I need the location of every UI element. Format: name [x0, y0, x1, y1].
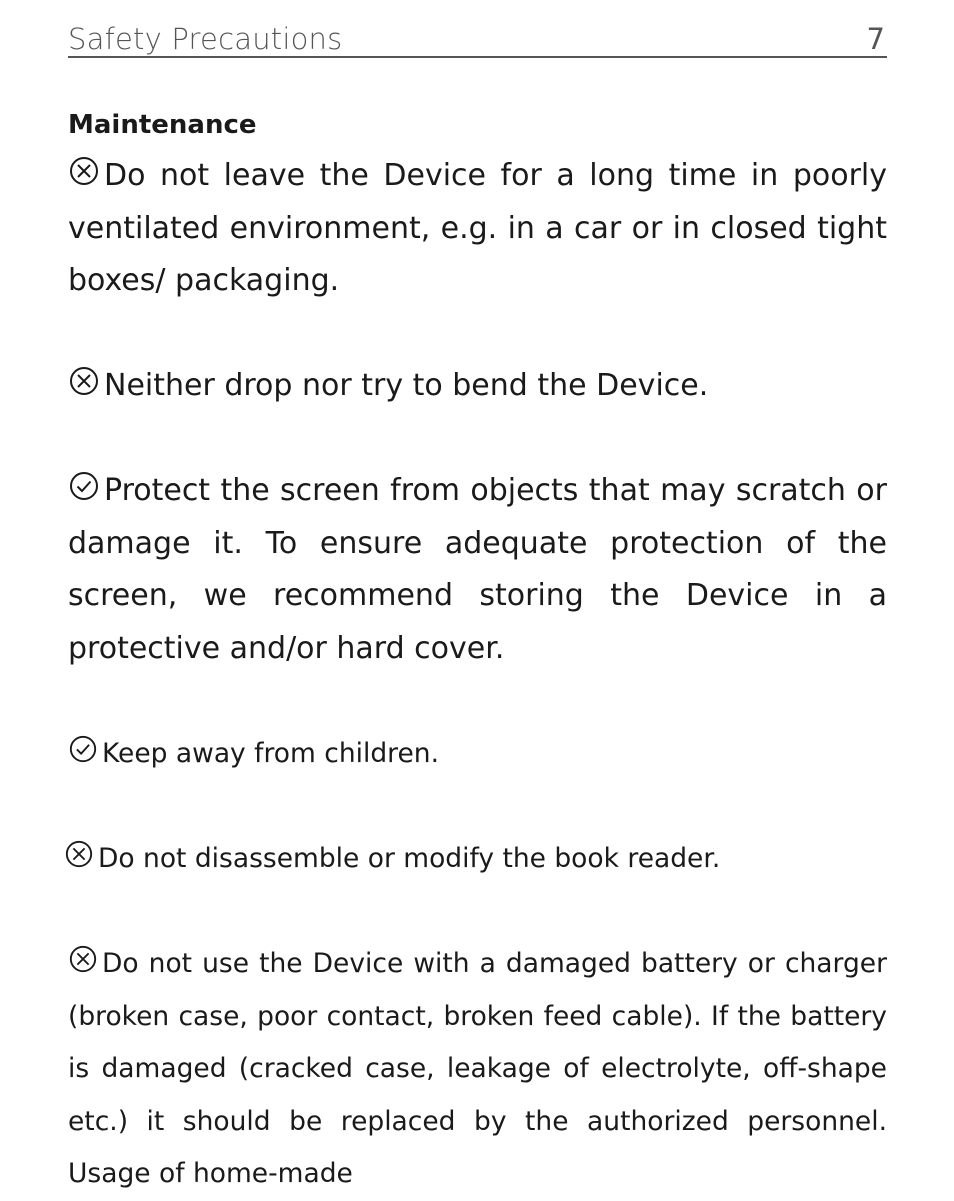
section-title: Maintenance — [68, 110, 257, 140]
page-number: 7 — [866, 22, 885, 56]
item-text: Do not leave the Device for a long time in poorly ventilated environment, e.g. in a car or in closed tight boxes/ packaging. — [68, 158, 887, 298]
list-item — [68, 728, 887, 781]
list-item — [64, 833, 883, 886]
list-item — [68, 360, 887, 413]
item-text: Neither drop nor try to bend the Device. — [104, 368, 709, 403]
prohibited-icon — [68, 155, 100, 187]
prohibited-icon — [64, 839, 94, 869]
header-title: Safety Precautions — [68, 22, 343, 56]
list-item — [68, 465, 887, 675]
recommended-icon — [68, 470, 100, 502]
item-text: Protect the screen from objects that may scratch or damage it. To ensure adequate protection of the screen, we recommend storing the Device in a protective and/or hard cover. — [68, 473, 887, 666]
item-text: Do not use the Device with a damaged battery or charger (broken case, poor contact, broken feed cable). If the battery is damaged (cracked case, leakage of electrolyte, off-shape etc.) it should be replaced by the authorized personnel. Usage of home-made — [68, 948, 887, 1189]
item-text: Do not disassemble or modify the book reader. — [98, 843, 721, 874]
prohibited-icon — [68, 365, 100, 397]
list-item — [68, 938, 887, 1201]
prohibited-icon — [68, 944, 98, 974]
item-text: Keep away from children. — [102, 738, 440, 769]
list-item — [68, 150, 887, 308]
page-header — [68, 18, 887, 58]
recommended-icon — [68, 734, 98, 764]
